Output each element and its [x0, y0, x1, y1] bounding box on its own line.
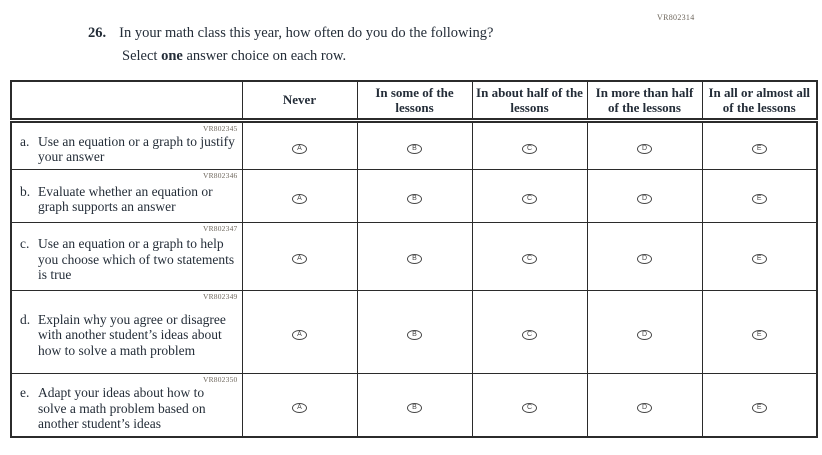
column-header: In all or almost all of the lessons	[702, 81, 817, 120]
row-text: Evaluate whether an equation or graph supports an answer	[38, 183, 213, 214]
answer-cell	[357, 169, 472, 222]
row-question-cell	[11, 120, 242, 169]
row-question-cell	[11, 290, 242, 373]
row-letter: a.	[20, 133, 30, 149]
answer-cell	[472, 290, 587, 373]
table-row	[11, 373, 817, 437]
answer-cell	[472, 373, 587, 437]
answer-bubble-b[interactable]: B	[407, 254, 422, 264]
answer-bubble-a[interactable]: A	[292, 254, 307, 264]
answer-bubble-a[interactable]: A	[292, 403, 307, 413]
column-header: In about half of the lessons	[472, 81, 587, 120]
answer-cell	[472, 169, 587, 222]
answer-bubble-c[interactable]: C	[522, 194, 537, 204]
question-number: 26.	[88, 25, 107, 41]
question	[88, 25, 493, 42]
answer-bubble-d[interactable]: D	[637, 330, 652, 340]
answer-cell	[587, 290, 702, 373]
row-letter: e.	[20, 385, 30, 400]
column-header: In some of the lessons	[357, 81, 472, 120]
answer-bubble-a[interactable]: A	[292, 194, 307, 204]
header-row	[11, 81, 817, 120]
answer-cell	[702, 373, 817, 437]
answer-cell	[702, 222, 817, 290]
answer-bubble-c[interactable]: C	[522, 403, 537, 413]
answer-cell	[242, 222, 357, 290]
answer-cell	[357, 120, 472, 169]
instruction-suffix: answer choice on each row.	[182, 48, 347, 64]
answer-bubble-b[interactable]: B	[407, 330, 422, 340]
instruction-prefix: Select	[122, 48, 162, 64]
row-letter: c.	[20, 236, 30, 252]
answer-bubble-c[interactable]: C	[522, 330, 537, 340]
row-letter: b.	[20, 183, 31, 199]
column-header: Never	[242, 81, 357, 120]
answer-cell	[242, 373, 357, 437]
answer-bubble-b[interactable]: B	[407, 194, 422, 204]
answer-cell	[357, 222, 472, 290]
answer-bubble-b[interactable]: B	[407, 403, 422, 413]
row-code: VR802345	[202, 123, 238, 133]
answer-cell	[702, 290, 817, 373]
form-code: VR802314	[657, 13, 695, 22]
answer-cell	[702, 169, 817, 222]
answer-cell	[357, 373, 472, 437]
answer-cell	[242, 120, 357, 169]
answer-bubble-a[interactable]: A	[292, 330, 307, 340]
row-code: VR802350	[202, 374, 238, 384]
answer-cell	[587, 120, 702, 169]
instruction	[122, 48, 346, 65]
table-row	[11, 120, 817, 169]
row-text: Explain why you agree or disagree with another student’s ideas about how to solve a math problem	[38, 311, 226, 358]
row-code: VR802349	[202, 291, 238, 301]
table-row	[11, 290, 817, 373]
table-row	[11, 169, 817, 222]
answer-cell	[702, 120, 817, 169]
row-question-cell	[11, 373, 242, 437]
answer-bubble-e[interactable]: E	[752, 144, 767, 154]
answer-bubble-d[interactable]: D	[637, 254, 652, 264]
answer-cell	[472, 222, 587, 290]
answer-bubble-d[interactable]: D	[637, 403, 652, 413]
instruction-bold: one	[161, 48, 183, 64]
answer-bubble-c[interactable]: C	[522, 254, 537, 264]
answer-bubble-d[interactable]: D	[637, 194, 652, 204]
table-row	[11, 222, 817, 290]
answer-bubble-a[interactable]: A	[292, 144, 307, 154]
row-text: Use an equation or a graph to help you choose which of two statements is true	[38, 236, 235, 283]
answer-bubble-e[interactable]: E	[752, 403, 767, 413]
answer-cell	[357, 290, 472, 373]
answer-cell	[587, 222, 702, 290]
answer-bubble-d[interactable]: D	[637, 144, 652, 154]
answer-bubble-e[interactable]: E	[752, 194, 767, 204]
empty-header-cell	[11, 81, 242, 120]
row-code: VR802347	[202, 223, 238, 233]
question-text: In your math class this year, how often do you do the following?	[119, 25, 494, 41]
answer-cell	[587, 169, 702, 222]
row-code: VR802346	[202, 170, 238, 180]
answer-cell	[242, 290, 357, 373]
answer-cell	[472, 120, 587, 169]
answer-cell	[587, 373, 702, 437]
row-letter: d.	[20, 311, 31, 327]
row-question-cell	[11, 169, 242, 222]
answer-bubble-c[interactable]: C	[522, 144, 537, 154]
column-header: In more than half of the lessons	[587, 81, 702, 120]
answer-bubble-e[interactable]: E	[752, 330, 767, 340]
answer-bubble-b[interactable]: B	[407, 144, 422, 154]
row-text: Use an equation or a graph to justify your answer	[38, 133, 235, 164]
answer-cell	[242, 169, 357, 222]
answer-bubble-e[interactable]: E	[752, 254, 767, 264]
row-question-cell	[11, 222, 242, 290]
row-text: Adapt your ideas about how to solve a math problem based on another student’s ideas	[38, 385, 206, 431]
answer-grid	[10, 80, 818, 438]
